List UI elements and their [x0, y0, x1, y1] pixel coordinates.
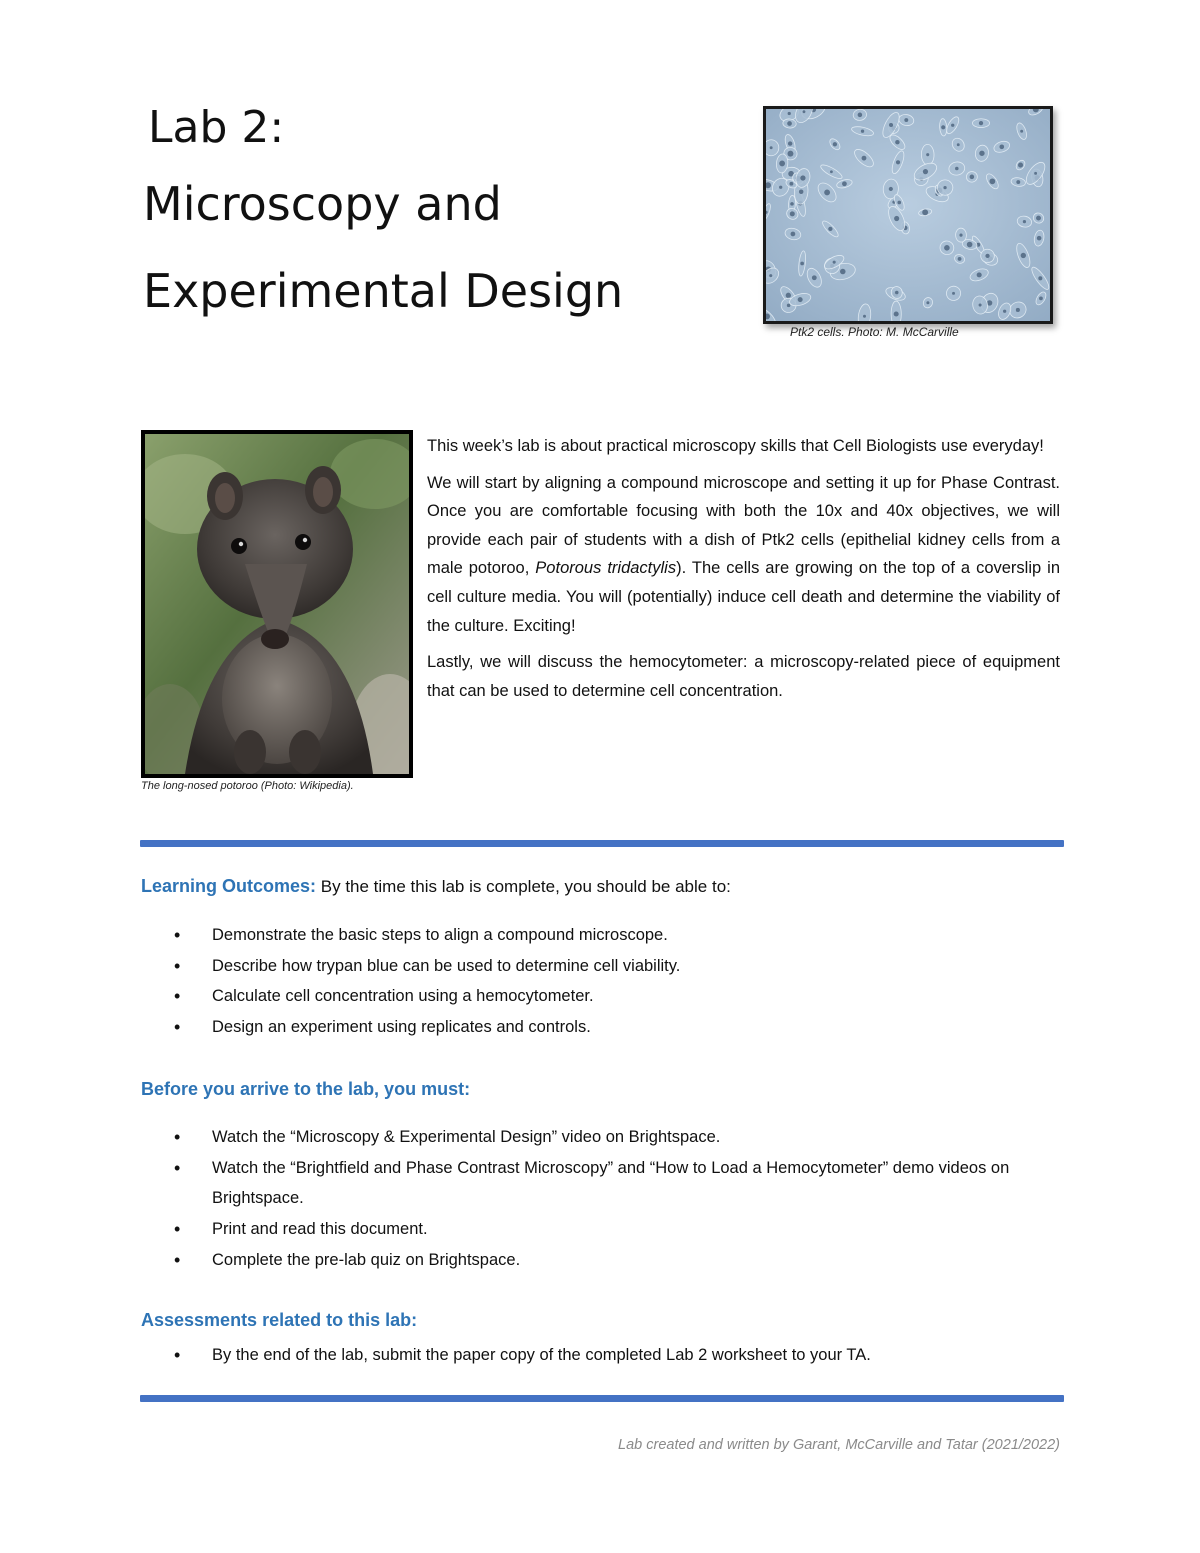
- species-name: Potorous tridactylis: [535, 559, 677, 578]
- intro-p2-text-b: ). The cells are growing on the top of a coverslip in cell culture media. You will (potentially) induce cell death and determine the viability of the culture. Exciting!: [427, 559, 1061, 635]
- potoroo-photo-caption: The long-nosed potoroo (Photo: Wikipedia).: [141, 780, 354, 792]
- ptk2-cells-image: [766, 109, 1050, 321]
- intro-text: [427, 432, 1060, 713]
- intro-paragraph-3: Lastly, we will discuss the hemocytometer: a microscopy-related piece of equipment that can be used to determine cell concentration.: [427, 653, 1060, 700]
- before-lab-heading: Before you arrive to the lab, you must:: [141, 1079, 471, 1099]
- section-divider-top: [140, 840, 1064, 847]
- intro-p2-text-a: We will start by aligning a compound microscope and setting it up for Phase Contrast. Once you are comfortable focusing with both the 10x and 40x objectives, we will provide each pair of students with a dish of Ptk2 cells (epithelial kidney cells from a male potoroo,: [427, 473, 1060, 578]
- list-item: • By the end of the lab, submit the paper copy of the completed Lab 2 worksheet to your TA.: [212, 1340, 1052, 1371]
- before-lab-list: [212, 1122, 1052, 1276]
- list-item: • Print and read this document.: [212, 1214, 1052, 1245]
- list-item: • Watch the “Microscopy & Experimental Design” video on Brightspace.: [212, 1122, 1052, 1153]
- footer-credit: Lab created and written by Garant, McCarville and Tatar (2021/2022): [618, 1437, 1060, 1453]
- learning-outcomes-heading: [141, 876, 731, 897]
- assessments-heading: Assessments related to this lab:: [141, 1310, 418, 1330]
- list-item: • Complete the pre-lab quiz on Brightspace.: [212, 1245, 1052, 1276]
- learning-outcomes-list: [212, 920, 1052, 1043]
- potoroo-image: [145, 434, 409, 774]
- cells-photo-caption: Ptk2 cells. Photo: M. McCarville: [790, 325, 959, 339]
- title-line-1: Lab 2:: [148, 102, 285, 153]
- learning-outcomes-label: Learning Outcomes:: [141, 876, 317, 896]
- list-item: • Describe how trypan blue can be used to determine cell viability.: [212, 951, 1052, 982]
- list-item: • Demonstrate the basic steps to align a compound microscope.: [212, 920, 1052, 951]
- section-divider-bottom: [140, 1395, 1064, 1402]
- ptk2-cells-photo: [763, 106, 1053, 324]
- list-item: • Watch the “Brightfield and Phase Contrast Microscopy” and “How to Load a Hemocytometer” demo videos on Brightspace.: [212, 1153, 1052, 1214]
- lab-title: [143, 95, 623, 335]
- list-item: • Calculate cell concentration using a hemocytometer.: [212, 981, 1052, 1012]
- title-line-2: Microscopy and: [143, 177, 502, 231]
- intro-paragraph-1: This week’s lab is about practical microscopy skills that Cell Biologists use everyday!: [427, 437, 1044, 455]
- list-item: • Design an experiment using replicates and controls.: [212, 1012, 1052, 1043]
- learning-outcomes-lead: By the time this lab is complete, you should be able to:: [316, 877, 731, 896]
- title-line-3: Experimental Design: [143, 264, 624, 318]
- assessments-list: [212, 1340, 1052, 1371]
- intro-paragraph-2: [427, 469, 1060, 641]
- potoroo-photo: [141, 430, 413, 778]
